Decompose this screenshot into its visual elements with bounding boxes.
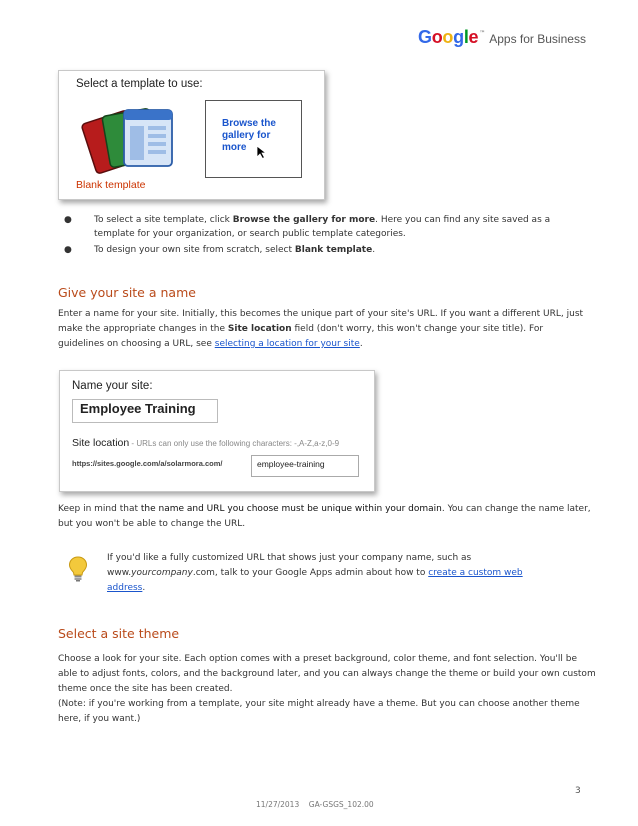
- google-wordmark: Google: [418, 27, 479, 47]
- site-location-value: employee-training: [257, 459, 325, 469]
- site-name-value: Employee Training: [80, 401, 196, 416]
- browse-gallery-link[interactable]: Browse the gallery for more: [222, 118, 276, 153]
- template-screenshot-title: Select a template to use:: [76, 78, 203, 90]
- create-custom-web-address-link[interactable]: create a custom web address: [107, 568, 523, 593]
- selecting-location-link[interactable]: selecting a location for your site: [214, 339, 360, 349]
- trademark-mark: ™: [479, 30, 486, 37]
- blank-template-icon[interactable]: [80, 102, 180, 178]
- custom-url-tip: If you'd like a fully customized URL that shows just your company name, such as www.yourcompany.com, talk to your Google Apps admin about how to create a custom web address.: [107, 553, 523, 593]
- section-heading-theme: Select a site theme: [58, 626, 180, 641]
- template-bullet-list: [64, 213, 564, 259]
- site-location-hint: - URLs can only use the following characters: -,A-Z,a-z,0-9: [129, 439, 340, 448]
- bullet-dot: ●: [64, 245, 72, 255]
- site-name-paragraph: Enter a name for your site. Initially, this becomes the unique part of your site's URL. If you want a different URL, just make the appropriate changes in the Site location field (don't worry, this won't change your site title). For guidelines on choosing a URL, see selecting a location for your site.: [58, 309, 584, 349]
- footer-info: [256, 800, 374, 809]
- google-apps-logo: [418, 27, 586, 49]
- footer-code: GA-GSGS_102.00: [308, 800, 374, 809]
- url-prefix: https://sites.google.com/a/solarmora.com/: [72, 459, 223, 468]
- name-your-site-label: Name your site:: [72, 380, 153, 392]
- lightbulb-icon: [68, 556, 88, 582]
- section-heading-name: Give your site a name: [58, 285, 196, 300]
- unique-name-paragraph: Keep in mind that the name and URL you choose must be unique within your domain. You can change the name later, but you won't be able to change the URL.: [58, 504, 591, 529]
- page-number: 3: [575, 786, 581, 796]
- bullet-browse-gallery: ● To select a site template, click Browse the gallery for more. Here you can find any site saved as a template for your organization, or search public template categories.: [64, 215, 551, 239]
- site-location-label: Site location - URLs can only use the following characters: -,A-Z,a-z,0-9: [72, 437, 340, 449]
- theme-note: (Note: if you're working from a template, your site might already have a theme. But you can choose another theme here, if you want.): [58, 699, 580, 724]
- bullet-dot: ●: [64, 215, 72, 225]
- product-name: Apps for Business: [489, 32, 586, 46]
- blank-template-label[interactable]: Blank template: [76, 179, 146, 191]
- footer-date: 11/27/2013: [256, 800, 300, 809]
- bullet-blank-template: ● To design your own site from scratch, select Blank template.: [64, 245, 376, 255]
- cursor-icon: [256, 145, 268, 159]
- site-theme-paragraph: Choose a look for your site. Each option comes with a preset background, color theme, and font selection. You'll be able to adjust fonts, colors, and the background later, and you can always change the theme or build your own custom theme once the site has been created. (Note: if you're working from a template, your site might already have a theme. But you can choose another theme here, if you want.): [58, 652, 598, 727]
